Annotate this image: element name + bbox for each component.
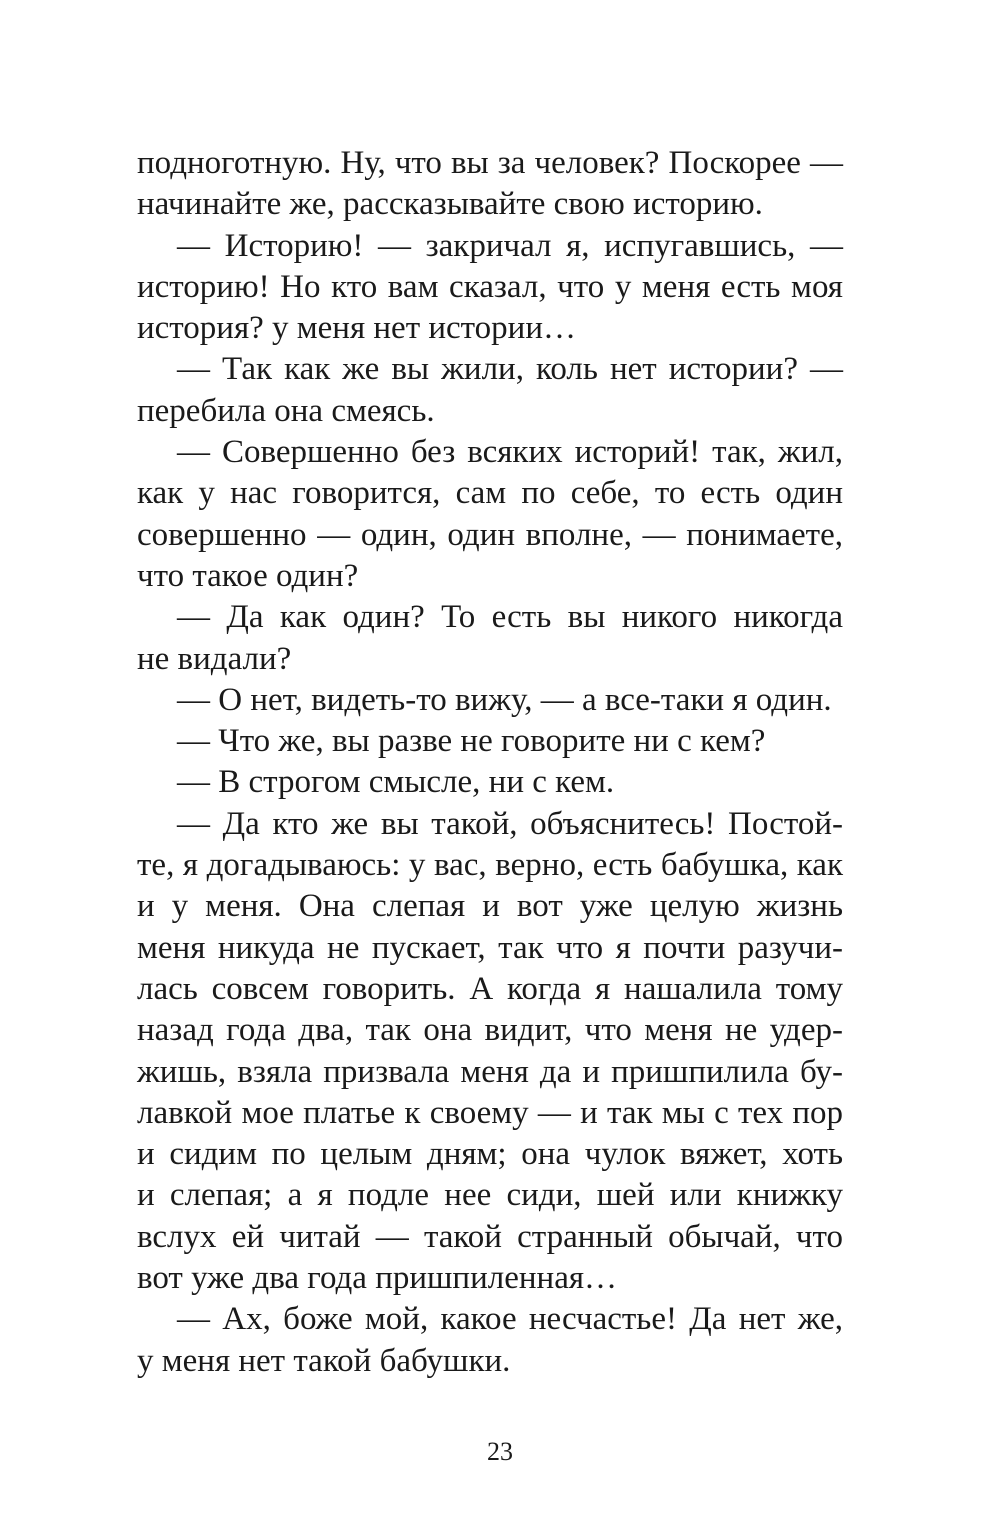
paragraph: [137, 762, 843, 803]
paragraph: [137, 349, 843, 432]
text-line: перебила она смеясь.: [137, 392, 435, 429]
text-line: — Да как один? То есть вы никого никогда: [177, 599, 843, 636]
paragraph: [137, 143, 843, 226]
text-line: меня никуда не пускает, так что я почти разучи-: [137, 929, 843, 966]
text-line: не видали?: [137, 640, 292, 677]
text-line: — Что же, вы разве не говорите ни с кем?: [177, 723, 766, 760]
text-line: история? у меня нет истории…: [137, 310, 576, 347]
text-line: подноготную. Ну, что вы за человек? Поскорее —: [137, 145, 843, 181]
text-line: и сидим по целым дням; она чулок вяжет, хоть: [137, 1136, 843, 1173]
paragraph: [137, 432, 843, 597]
text-line: вслух ей читай — такой странный обычай, что: [137, 1218, 843, 1255]
text-line: — Совершенно без всяких историй! так, жил,: [177, 434, 843, 471]
text-line: что такое один?: [137, 557, 359, 594]
text-line: — Так как же вы жили, коль нет истории? —: [177, 351, 843, 388]
text-line: — Ах, боже мой, какое несчастье! Да нет же,: [177, 1301, 843, 1338]
text-line: как у нас говорится, сам по себе, то есть один: [137, 475, 843, 512]
paragraph: [137, 597, 843, 680]
text-line: — Да кто же вы такой, объяснитесь! Постой-: [177, 805, 843, 842]
text-line: начинайте же, рассказывайте свою историю.: [137, 186, 763, 223]
text-line: лавкой мое платье к своему — и так мы с тех пор: [137, 1094, 843, 1131]
paragraph: [137, 1299, 843, 1382]
text-line: и у меня. Она слепая и вот уже целую жизнь: [137, 888, 843, 925]
text-line: — О нет, видеть-то вижу, — а все-таки я один.: [177, 681, 832, 718]
text-line: жишь, взяла призвала меня да и пришпилила бу-: [137, 1053, 843, 1090]
paragraph: [137, 226, 843, 350]
text-line: те, я догадываюсь: у вас, верно, есть бабушка, как: [137, 847, 843, 884]
paragraph: [137, 721, 843, 762]
body-text: [137, 143, 843, 1382]
text-line: назад года два, так она видит, что меня не удер-: [137, 1012, 843, 1049]
text-line: совершенно — один, один вполне, — понимаете,: [137, 516, 843, 553]
paragraph: [137, 680, 843, 721]
text-line: вот уже два года пришпиленная…: [137, 1260, 618, 1297]
text-line: — В строгом смысле, ни с кем.: [177, 764, 615, 801]
text-line: и слепая; а я подле нее сиди, шей или книжку: [137, 1177, 843, 1214]
text-line: у меня нет такой бабушки.: [137, 1342, 511, 1379]
paragraph: [137, 804, 843, 1300]
page-number: 23: [487, 1437, 513, 1466]
text-line: лась совсем говорить. А когда я нашалила тому: [137, 970, 843, 1007]
text-line: — Историю! — закричал я, испугавшись, —: [177, 227, 843, 264]
text-line: историю! Но кто вам сказал, что у меня есть моя: [137, 268, 843, 305]
